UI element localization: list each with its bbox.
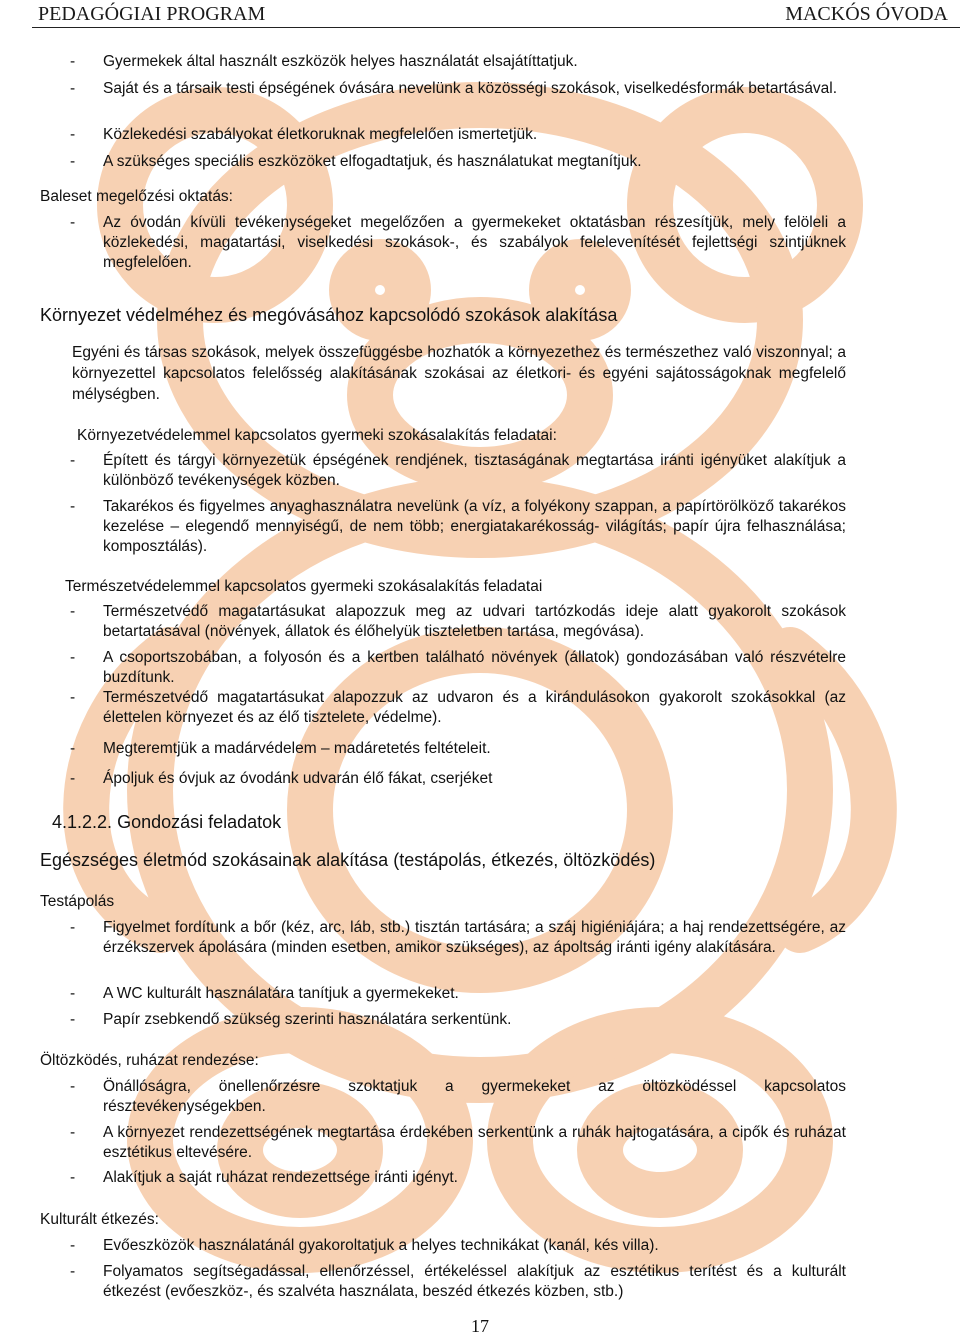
care-heading: Egészséges életmód szokásainak alakítása (testápolás, étkezés, öltözködés) bbox=[40, 850, 656, 870]
list-item: - Saját és a társaik testi épségének óvására nevelünk a közösségi szokások, viselkedésformák betartásával. bbox=[70, 80, 838, 97]
list-item: - Takarékos és figyelmes anyaghasználatra nevelünk (a víz, a folyékony szappan, a papírtörölköző takarékos kezelése – elegendő mennyiségű, de nem több; energiatakarékosság- világítás; papír újra felhasználása; komposztálás). bbox=[70, 498, 846, 556]
dressing-label: Öltözködés, ruházat rendezése: bbox=[40, 1052, 259, 1069]
list-item: - Az óvodán kívüli tevékenységeket megelőzően a gyermekeket oktatásban részesítjük, mely felöleli a közlekedési, magatartási, viselkedési szokások-, és szabályok felelevenítését fejlettségi szintjüknek megfelelően. bbox=[70, 214, 846, 272]
list-item: - Figyelmet fordítunk a bőr (kéz, arc, láb, stb.) tisztán tartására; a száj higiéniájára; a haj rendezettségére, az érzékszervek ápolására (minden esetben, amikor szükséges), az ápoltság iránti igény alakítására. bbox=[70, 919, 846, 957]
environment-heading: Környezet védelméhez és megóvásához kapcsolódó szokások alakítása bbox=[40, 305, 618, 325]
env-tasks-label: Környezetvédelemmel kapcsolatos gyermeki szokásalakítás feladatai: bbox=[77, 427, 557, 444]
list-item: - A csoportszobában, a folyosón és a kertben található növények (állatok) gondozásában való részvételre buzdítunk. bbox=[70, 649, 846, 687]
page-number: 17 bbox=[471, 1316, 489, 1336]
header-school-name: MACKÓS ÓVODA bbox=[785, 3, 948, 25]
header-program-title: PEDAGÓGIAI PROGRAM bbox=[38, 3, 266, 25]
list-item: - Folyamatos segítségadással, ellenőrzéssel, értékeléssel alakítjuk az esztétikus terítést és a kulturált étkezést (evőeszköz-, és szalvéta használata, beszéd étkezés közben, stb.) bbox=[70, 1263, 846, 1301]
hygiene-label: Testápolás bbox=[40, 893, 115, 910]
list-item: - Természetvédő magatartásukat alapozzuk meg az udvari tartózkodás ideje alatt gyakorolt szokások betartatásával (növények, állatok és élőhelyük tiszteletben tartása, megóvása). bbox=[70, 603, 846, 641]
list-item: - Önállóságra, önellenőrzésre szoktatjuk a gyermekeket az öltözködéssel kapcsolatos résztevékenységekben. bbox=[70, 1078, 846, 1116]
section-title bbox=[52, 811, 281, 833]
accident-label: Baleset megelőzési oktatás: bbox=[40, 188, 233, 205]
list-item: - Evőeszközök használatánál gyakoroltatjuk a helyes technikákat (kanál, kés villa). bbox=[70, 1237, 659, 1254]
list-item: - Alakítjuk a saját ruházat rendezettsége iránti igényt. bbox=[70, 1169, 458, 1186]
list-item: - A WC kulturált használatára tanítjuk a gyermekeket. bbox=[70, 985, 459, 1002]
section-number: 4.1.2.2. bbox=[52, 812, 113, 832]
list-item: - Gyermekek által használt eszközök helyes használatát elsajátíttatjuk. bbox=[70, 53, 578, 70]
eating-label: Kulturált étkezés: bbox=[40, 1211, 159, 1228]
list-item: - A szükséges speciális eszközöket elfogadtatjuk, és használatukat megtanítjuk. bbox=[70, 153, 642, 170]
page-header bbox=[0, 0, 960, 30]
list-item: - Közlekedési szabályokat életkoruknak megfelelően ismertetjük. bbox=[70, 126, 538, 143]
list-item: - Ápoljuk és óvjuk az óvodánk udvarán élő fákat, cserjéket bbox=[70, 770, 493, 787]
nature-tasks-label: Természetvédelemmel kapcsolatos gyermeki szokásalakítás feladatai bbox=[65, 578, 543, 595]
environment-paragraph: Egyéni és társas szokások, melyek összefüggésbe hozhatók a környezethez és természethez való viszonnyal; a környezettel kapcsolatos felelősség alakításának szokásai az életkori- és egyéni sajátosságoknak megfelelő mélységben. bbox=[72, 344, 846, 403]
list-item: - Papír zsebkendő szükség szerinti használatára serkentünk. bbox=[70, 1011, 512, 1028]
header-rule bbox=[32, 27, 960, 28]
list-item: - Épített és tárgyi környezetük épségének rendjének, tisztaságának megtartása iránti igényüket alakítjuk a különböző tevékenységek közben. bbox=[70, 452, 846, 490]
list-item: - Természetvédő magatartásukat alapozzuk az udvaron és a kirándulásokon gyakorolt szokásokkal (az élettelen környezet és az élő tisztelete, védelme). bbox=[70, 689, 846, 727]
list-item: - Megteremtjük a madárvédelem – madáretetés feltételeit. bbox=[70, 740, 491, 757]
list-item: - A környezet rendezettségének megtartása érdekében serkentünk a ruhák hajtogatására, a cipők és ruházat esztétikus eltevésére. bbox=[70, 1124, 846, 1162]
section-title-text: Gondozási feladatok bbox=[117, 812, 282, 832]
